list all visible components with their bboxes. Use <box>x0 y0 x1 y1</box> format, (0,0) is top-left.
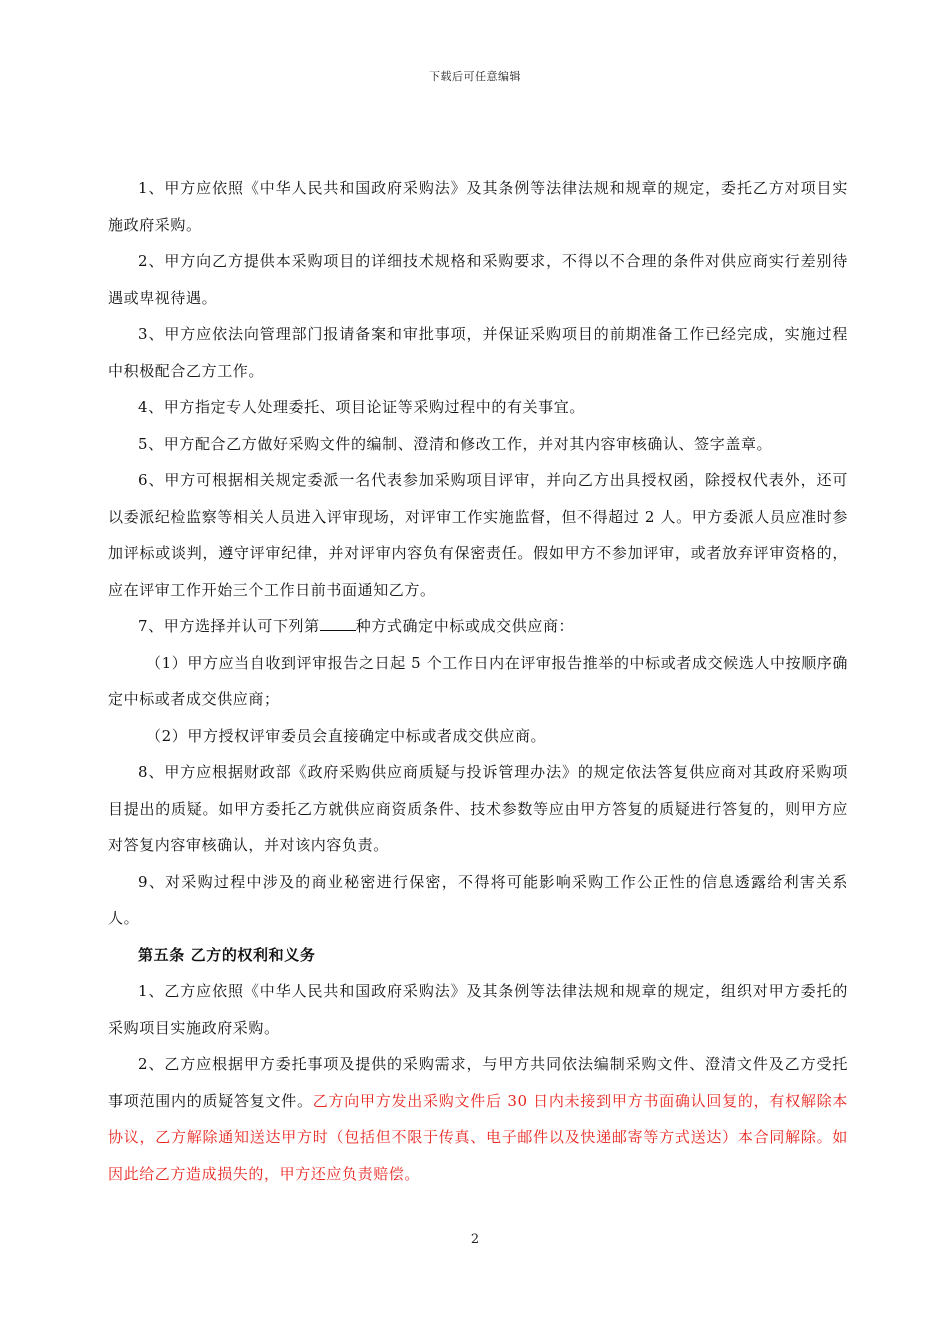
section-5-paragraph-2-text: 2、乙方应根据甲方委托事项及提供的采购需求，与甲方共同依法编制采购文件、澄清文件及乙方受托事项范围内的质疑答复文件。 <box>108 1055 848 1110</box>
paragraph-8: 8、甲方应根据财政部《政府采购供应商质疑与投诉管理办法》的规定依法答复供应商对其政府采购项目提出的质疑。如甲方委托乙方就供应商资质条件、技术参数等应由甲方答复的质疑进行答复的，则甲方应对答复内容审核确认，并对该内容负责。 <box>108 763 848 854</box>
paragraph-6: 6、甲方可根据相关规定委派一名代表参加采购项目评审，并向乙方出具授权函，除授权代表外，还可以委派纪检监察等相关人员进入评审现场，对评审工作实施监督，但不得超过 2 人。甲方委派人员应准时参加评标或谈判，遵守评审纪律，并对评审内容负有保密责任。假如甲方不参加评审，或者放弃评审资格的，应在评审工作开始三个工作日前书面通知乙方。 <box>108 471 848 599</box>
page-header: 下载后可任意编辑 <box>429 70 521 83</box>
paragraph-7-lead: 7、甲方选择并认可下列第 <box>138 617 320 635</box>
paragraph-7 <box>108 608 848 645</box>
paragraph-7-tail: 种方式确定中标或成交供应商： <box>355 617 575 635</box>
paragraph-9: 9、对采购过程中涉及的商业秘密进行保密，不得将可能影响采购工作公正性的信息透露给利害关系人。 <box>108 872 848 927</box>
page-number: 2 <box>470 1232 480 1247</box>
paragraph-3: 3、甲方应依法向管理部门报请备案和审批事项，并保证采购项目的前期准备工作已经完成，实施过程中积极配合乙方工作。 <box>108 325 848 380</box>
paragraph-2: 2、甲方向乙方提供本采购项目的详细技术规格和采购要求，不得以不合理的条件对供应商实行差别待遇或卑视待遇。 <box>108 252 848 307</box>
paragraph-5: 5、甲方配合乙方做好采购文件的编制、澄清和修改工作，并对其内容审核确认、签字盖章。 <box>138 434 773 453</box>
section-5-heading: 第五条 乙方的权利和义务 <box>138 945 316 964</box>
document-body <box>108 170 848 1192</box>
highlighted-clause: 乙方向甲方发出采购文件后 30 日内未接到甲方书面确认回复的，有权解除本协议，乙方解除通知送达甲方时（包括但不限于传真、电子邮件以及快递邮寄等方式送达）本合同解除。如因此给乙方造成损失的，甲方还应负责赔偿。 <box>108 1091 848 1183</box>
paragraph-4: 4、甲方指定专人处理委托、项目论证等采购过程中的有关事宜。 <box>138 398 585 416</box>
option-2: （2）甲方授权评审委员会直接确定中标或者成交供应商。 <box>146 726 547 745</box>
paragraph-1: 1、甲方应依照《中华人民共和国政府采购法》及其条例等法律法规和规章的规定，委托乙方对项目实施政府采购。 <box>108 179 848 234</box>
option-1: （1）甲方应当自收到评审报告之日起 5 个工作日内在评审报告推举的中标或者成交候选人中按顺序确定中标或者成交供应商； <box>108 653 848 708</box>
fill-in-blank <box>320 616 356 631</box>
section-5-paragraph-1: 1、乙方应依照《中华人民共和国政府采购法》及其条例等法律法规和规章的规定，组织对甲方委托的采购项目实施政府采购。 <box>108 982 848 1037</box>
section-5-paragraph-2 <box>108 1046 848 1192</box>
